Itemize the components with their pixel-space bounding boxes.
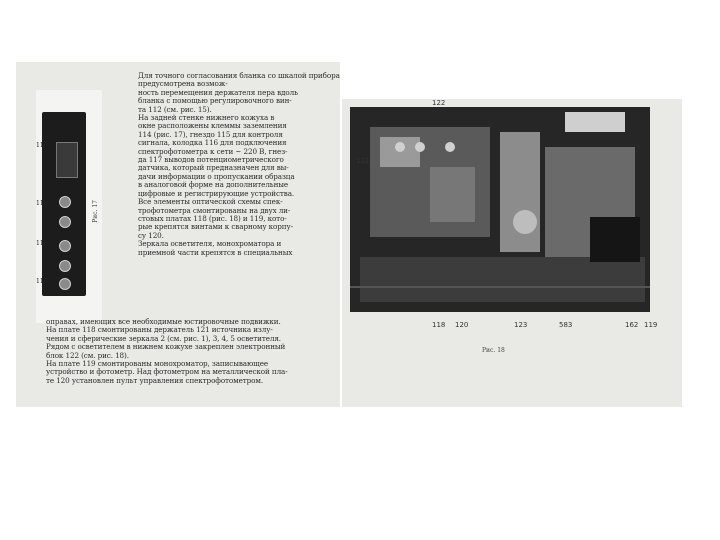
text-line: су 120. [138, 230, 164, 240]
fig17-label: 114 [36, 142, 48, 149]
text-line: в аналоговой форме на дополнительные [138, 180, 289, 190]
terminal-knob [59, 216, 71, 228]
terminal-knob [59, 196, 71, 208]
page-left [16, 62, 340, 407]
fig17-label: 115 [36, 200, 48, 207]
text-line: устройство и фотометр. Над фотометром на металлической пла- [46, 367, 288, 377]
text-line: На плате 118 смонтированы держатель 121 источника излу- [46, 325, 273, 335]
text-line: та 112 (см. рис. 15). [138, 104, 212, 114]
text-line: оправах, имеющих все необходимые юстировочные подвижки. [46, 317, 281, 326]
fig18-label: 121 [356, 157, 370, 165]
fig18-label: 120 [455, 321, 469, 329]
text-line: датчика, который предназначен для вы- [138, 163, 289, 173]
fig18-label: 119 [644, 321, 658, 329]
fig18-caption: Рис. 18 [482, 347, 505, 354]
text-line: Для точного согласования бланка со шкалой прибора предусмотрена возмож- [138, 71, 340, 89]
device-photo-drawing [350, 107, 650, 312]
terminal-knob [59, 240, 71, 252]
terminal-knob [59, 260, 71, 272]
fig18-label: 123 [514, 321, 528, 329]
fig17-caption: Рис. 17 [92, 200, 99, 223]
fig17-label: 117 [36, 278, 48, 285]
text-line: Зеркала осветителя, монохроматора и [138, 239, 282, 249]
text-line: окне расположены клеммы заземления [138, 121, 287, 131]
text-line: бланка с помощью регулировочного вин- [138, 96, 292, 106]
text-line: Все элементы оптической схемы спек- [138, 197, 283, 207]
terminal-knob [59, 278, 71, 290]
text-line: 114 (рис. 17), гнездо 115 для контроля [138, 129, 283, 139]
fig18-label: 122 [432, 99, 446, 107]
text-line: блок 122 (см. рис. 18). [46, 350, 129, 360]
text-line: На задней стенке нижнего кожуха в [138, 113, 275, 123]
page-right [342, 99, 682, 407]
text-line: цифровые и регистрирующие устройства. [138, 188, 295, 198]
figure-18-device [342, 99, 662, 361]
text-line: рые крепятся винтами к сварному корпу- [138, 222, 293, 232]
text-line: сигнала, колодка 116 для подключения [138, 138, 287, 148]
text-line: да 117 выводов потенциометрического [138, 155, 284, 165]
back-panel-photo [42, 112, 86, 296]
power-connector [56, 142, 78, 178]
figure-17-back-panel [36, 90, 102, 323]
text-line: Рядом с осветителем в нижнем кожухе закреплен электронный [46, 342, 286, 352]
device-photo [350, 107, 650, 312]
text-line: дачи информации о пропускании образца [138, 171, 295, 181]
fig18-label: 118 [432, 321, 446, 329]
text-line: трофотометра смонтированы на двух ли- [138, 205, 291, 215]
fig17-label: 116 [36, 240, 48, 247]
fig18-label: 162 [625, 321, 639, 329]
text-column-top [138, 72, 343, 257]
fig18-label: 583 [559, 321, 573, 329]
scanned-page [0, 62, 720, 407]
text-line: стовых платах 118 (рис. 18) и 119, кото- [138, 213, 287, 223]
text-line: спектрофотометра к сети ~ 220 В, гнез- [138, 146, 288, 156]
text-line: На плате 119 смонтированы монохроматор, записывающее [46, 359, 269, 369]
text-line: ность перемещения держателя пера вдоль [138, 87, 298, 97]
text-line: чения и сферические зеркала 2 (см. рис. 1), 3, 4, 5 осветителя. [46, 333, 281, 343]
text-column-bottom [46, 318, 346, 385]
text-line: те 120 установлен пульт управления спектрофотометром. [46, 375, 264, 385]
text-line: приемной части крепятся в специальных [138, 247, 293, 257]
